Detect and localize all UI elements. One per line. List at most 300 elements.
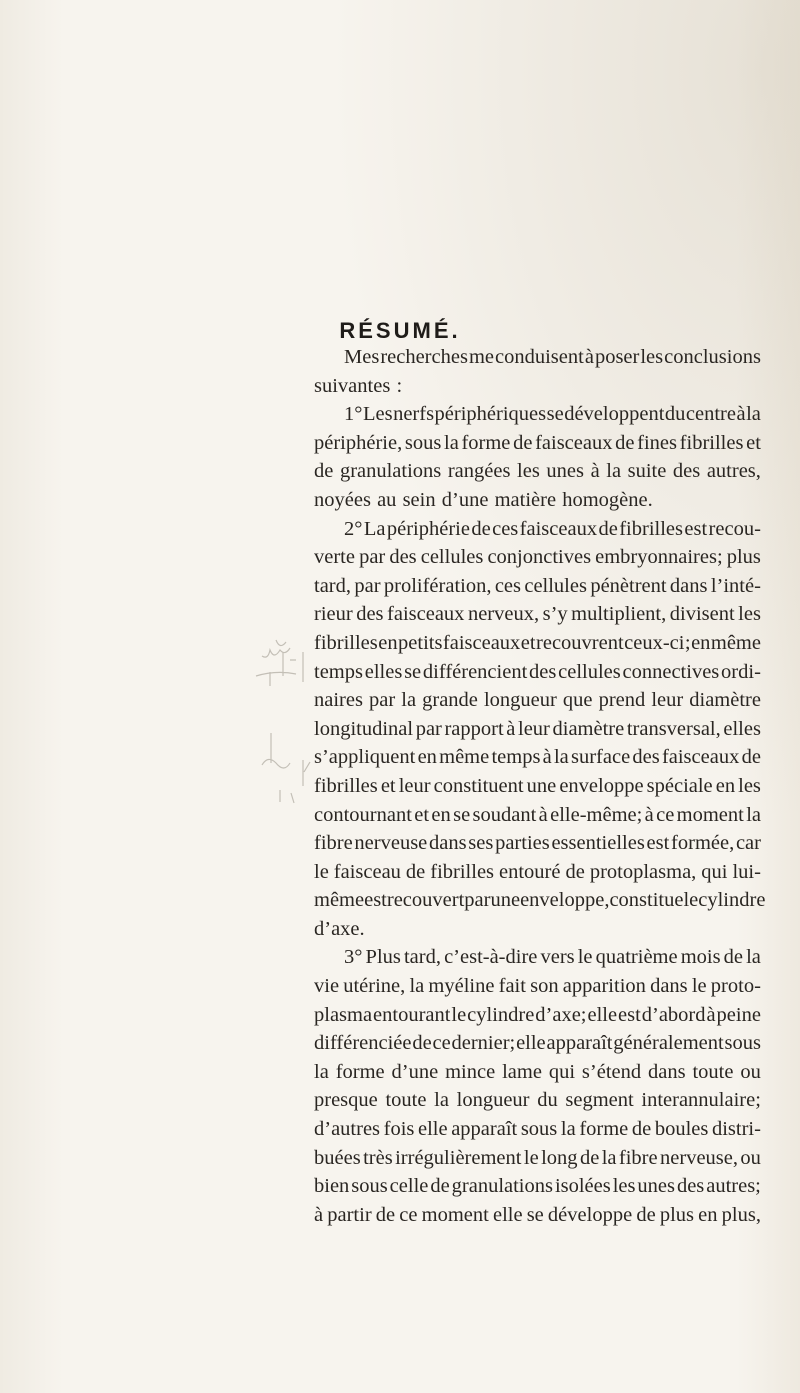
word: le bbox=[577, 946, 593, 969]
word: dans bbox=[648, 1060, 686, 1083]
word: car bbox=[735, 832, 761, 855]
text-line bbox=[314, 372, 761, 401]
word: se bbox=[404, 660, 422, 683]
word: spéciale bbox=[646, 774, 713, 797]
word: faisceaux bbox=[519, 517, 598, 540]
word: plus bbox=[659, 1203, 694, 1226]
word: plus bbox=[726, 546, 761, 569]
word: toute bbox=[692, 1060, 734, 1083]
word: moment bbox=[676, 803, 744, 826]
text-line bbox=[314, 1172, 761, 1201]
word: d’une bbox=[391, 1060, 439, 1083]
word: longitudinal bbox=[314, 717, 414, 740]
word: rangées bbox=[447, 460, 511, 483]
word: 2° bbox=[344, 517, 363, 540]
word: conjonctives bbox=[487, 546, 592, 569]
word: est bbox=[646, 832, 670, 855]
text-line bbox=[314, 829, 761, 858]
word: moment bbox=[421, 1203, 489, 1226]
word: 3° bbox=[344, 946, 363, 969]
word: la bbox=[560, 1118, 576, 1141]
word: elle bbox=[516, 1032, 546, 1055]
word: prend bbox=[598, 689, 646, 712]
word: les bbox=[640, 346, 664, 368]
word: s’étend bbox=[581, 1060, 642, 1083]
word: prolifération, bbox=[383, 574, 492, 597]
text-line bbox=[314, 572, 761, 601]
word: et bbox=[520, 631, 536, 654]
word: de bbox=[598, 517, 618, 540]
word: et bbox=[746, 431, 761, 454]
word: des bbox=[356, 603, 384, 626]
word: des bbox=[529, 660, 557, 683]
text-line bbox=[314, 943, 761, 972]
word: de bbox=[723, 946, 744, 969]
body-text bbox=[314, 343, 766, 1229]
text-line bbox=[314, 486, 761, 515]
word: divisent bbox=[669, 603, 735, 626]
word: ou bbox=[740, 1060, 761, 1083]
text-line bbox=[314, 1201, 761, 1230]
word: elle bbox=[587, 1003, 618, 1026]
word: même bbox=[710, 631, 761, 654]
word: naires bbox=[314, 689, 363, 712]
text-line bbox=[314, 1115, 761, 1144]
word: de bbox=[579, 1146, 600, 1169]
word: à bbox=[506, 717, 516, 740]
word: parties bbox=[495, 832, 550, 855]
word: en bbox=[698, 1203, 718, 1226]
word: faisceaux bbox=[442, 631, 521, 654]
word: très bbox=[363, 1146, 393, 1169]
word: fibre bbox=[618, 1146, 658, 1169]
word: même bbox=[439, 746, 490, 769]
word: mois bbox=[680, 946, 721, 969]
word: qui bbox=[701, 860, 728, 883]
word: généralement bbox=[613, 1032, 724, 1055]
word: homogène. bbox=[562, 488, 653, 511]
word: ceux-ci bbox=[624, 631, 685, 654]
word: se bbox=[546, 403, 564, 426]
text-line bbox=[314, 400, 761, 429]
text-line bbox=[314, 1086, 761, 1115]
word: le bbox=[683, 889, 699, 912]
word: dans bbox=[429, 832, 467, 855]
word: enveloppe, bbox=[520, 889, 610, 912]
word: ordi- bbox=[721, 660, 761, 683]
text-line bbox=[314, 1144, 761, 1173]
word: recouvert bbox=[386, 889, 465, 912]
text-line bbox=[314, 629, 761, 658]
word: nerveux, bbox=[467, 603, 540, 626]
word: même bbox=[314, 889, 365, 912]
text-line bbox=[314, 715, 761, 744]
word: forme bbox=[579, 1118, 629, 1141]
word: sous bbox=[520, 1118, 558, 1141]
word: qui bbox=[548, 1060, 576, 1083]
word: ce bbox=[399, 1203, 418, 1226]
word: d’autres bbox=[314, 1118, 381, 1141]
word: nerveuse bbox=[354, 832, 428, 855]
text-line bbox=[314, 972, 761, 1001]
word: de bbox=[615, 431, 635, 454]
word: myéline bbox=[428, 975, 495, 998]
word: plus, bbox=[721, 1203, 761, 1226]
word: c’est-à-dire bbox=[444, 946, 538, 969]
word: de bbox=[741, 746, 761, 769]
word: elle bbox=[418, 1118, 448, 1141]
word: segment bbox=[565, 1089, 634, 1112]
word: d’une bbox=[441, 488, 489, 511]
word: faisceaux bbox=[535, 431, 613, 454]
word: granulations bbox=[339, 460, 442, 483]
page-title: RÉSUMÉ. bbox=[339, 318, 461, 343]
word: les bbox=[738, 603, 761, 626]
word: les bbox=[612, 1175, 636, 1198]
word: cellules bbox=[524, 574, 587, 597]
word: vie bbox=[314, 975, 340, 998]
word: interannulaire; bbox=[641, 1089, 761, 1112]
text-line bbox=[314, 457, 761, 486]
word: développent bbox=[564, 403, 665, 426]
word: les bbox=[738, 774, 761, 797]
word: recherches bbox=[380, 346, 468, 368]
text-line bbox=[314, 429, 761, 458]
word: utérine, bbox=[343, 975, 406, 998]
word: isolées bbox=[554, 1175, 611, 1198]
word: sous bbox=[351, 1175, 388, 1198]
word: centre bbox=[685, 403, 736, 426]
word: à bbox=[542, 746, 552, 769]
word: verte bbox=[314, 546, 355, 569]
word: d’axe. bbox=[314, 917, 365, 940]
word: de bbox=[430, 1175, 450, 1198]
word: ces bbox=[492, 517, 519, 540]
word: se bbox=[453, 803, 471, 826]
text-line bbox=[314, 600, 761, 629]
word: et bbox=[380, 774, 396, 797]
word: sein bbox=[402, 488, 436, 511]
word: distri- bbox=[711, 1118, 761, 1141]
word: poser bbox=[594, 346, 640, 368]
word: cylindre bbox=[698, 889, 766, 912]
word: s’y bbox=[542, 603, 568, 626]
word: la bbox=[553, 746, 569, 769]
word: des bbox=[389, 546, 417, 569]
word: dans bbox=[669, 574, 708, 597]
word: plasma bbox=[314, 1003, 373, 1026]
word: Plus bbox=[365, 946, 401, 969]
word: contournant bbox=[314, 803, 412, 826]
word: à bbox=[584, 346, 594, 368]
word: la bbox=[746, 803, 761, 826]
word: recouvrent bbox=[536, 631, 624, 654]
word: apparaît bbox=[546, 1032, 613, 1055]
word: sous bbox=[404, 431, 442, 454]
word: périphérie, bbox=[314, 431, 403, 454]
word: en bbox=[378, 631, 398, 654]
word: ou bbox=[740, 1146, 761, 1169]
text-line bbox=[314, 686, 761, 715]
word: différenciée bbox=[314, 1032, 412, 1055]
word: buées bbox=[314, 1146, 361, 1169]
word: nerfs bbox=[393, 403, 435, 426]
word: fibrilles bbox=[619, 517, 683, 540]
word: elle bbox=[492, 1203, 523, 1226]
word: ces bbox=[494, 574, 521, 597]
word: ce bbox=[656, 803, 675, 826]
word: cellules bbox=[420, 546, 484, 569]
word: lui- bbox=[732, 860, 761, 883]
word: embryonnaires; bbox=[595, 546, 723, 569]
word: longueur bbox=[483, 689, 557, 712]
word: du bbox=[664, 403, 686, 426]
word: par bbox=[354, 574, 381, 597]
word: multiplient, bbox=[571, 603, 667, 626]
text-line bbox=[314, 515, 761, 544]
word: fibre bbox=[314, 832, 353, 855]
word: unes bbox=[637, 1175, 675, 1198]
word: entouré bbox=[499, 860, 561, 883]
word: transversal, bbox=[626, 717, 721, 740]
word: la bbox=[314, 1060, 329, 1083]
word: irrégulièrement bbox=[395, 1146, 522, 1169]
word: de bbox=[405, 860, 426, 883]
text-line bbox=[314, 743, 761, 772]
word: en bbox=[431, 803, 451, 826]
word: la bbox=[401, 689, 417, 712]
word: dernier; bbox=[451, 1032, 516, 1055]
word: me bbox=[468, 346, 494, 368]
word: celle bbox=[389, 1175, 429, 1198]
word: son bbox=[530, 975, 559, 998]
word: l’inté- bbox=[710, 574, 761, 597]
word: fibrilles bbox=[679, 431, 744, 454]
word: s’appliquent bbox=[314, 746, 416, 769]
word: petits bbox=[398, 631, 443, 654]
word: fibrilles bbox=[314, 631, 378, 654]
word: faisceaux bbox=[661, 746, 740, 769]
word: est bbox=[364, 889, 387, 912]
word: de bbox=[631, 1118, 652, 1141]
text-line bbox=[314, 1001, 761, 1030]
word: lame bbox=[502, 1060, 542, 1083]
word: soudant bbox=[472, 803, 537, 826]
word: de bbox=[565, 860, 585, 883]
word: cylindre bbox=[467, 1003, 535, 1026]
word: presque bbox=[314, 1089, 378, 1112]
word: vers bbox=[540, 946, 575, 969]
word: mince bbox=[445, 1060, 496, 1083]
word: la bbox=[409, 975, 425, 998]
word: la bbox=[746, 946, 761, 969]
word: apparaît bbox=[451, 1118, 518, 1141]
word: enveloppe bbox=[559, 774, 644, 797]
word: proto- bbox=[710, 975, 761, 998]
word: peine bbox=[716, 1003, 761, 1026]
word: temps bbox=[314, 660, 363, 683]
word: fibrilles bbox=[314, 774, 378, 797]
word: constitue bbox=[609, 889, 684, 912]
word: au bbox=[377, 488, 397, 511]
word: autres, bbox=[706, 460, 761, 483]
word: par bbox=[415, 717, 442, 740]
word: d’axe; bbox=[535, 1003, 587, 1026]
word: en bbox=[715, 774, 736, 797]
word: suivantes bbox=[314, 374, 391, 397]
word: tard, bbox=[314, 574, 351, 597]
word: le bbox=[314, 860, 329, 883]
word: par bbox=[369, 689, 396, 712]
word: boules bbox=[654, 1118, 709, 1141]
text-line bbox=[314, 915, 761, 944]
word: la bbox=[601, 1146, 617, 1169]
word: rapport bbox=[444, 717, 504, 740]
word: la bbox=[606, 460, 622, 483]
word: grande bbox=[422, 689, 478, 712]
word: faisceaux bbox=[387, 603, 465, 626]
word: que bbox=[562, 689, 593, 712]
word: Mes bbox=[344, 346, 380, 368]
word: leur bbox=[651, 689, 684, 712]
word: de bbox=[375, 1203, 396, 1226]
word: en bbox=[417, 746, 437, 769]
word: une bbox=[526, 774, 557, 797]
word: ses bbox=[468, 832, 494, 855]
word: leur bbox=[518, 717, 550, 740]
word: protoplasma, bbox=[589, 860, 697, 883]
word: faisceau bbox=[333, 860, 401, 883]
word: la bbox=[746, 403, 761, 426]
word: d’abord bbox=[641, 1003, 706, 1026]
word: fait bbox=[498, 975, 526, 998]
word: recou- bbox=[708, 517, 761, 540]
word: elles bbox=[364, 660, 403, 683]
text-line bbox=[314, 1058, 761, 1087]
word: du bbox=[537, 1089, 558, 1112]
word: long bbox=[541, 1146, 578, 1169]
word: par bbox=[359, 546, 386, 569]
word: temps bbox=[491, 746, 541, 769]
word: les bbox=[517, 460, 540, 483]
word: périphériques bbox=[434, 403, 547, 426]
word: unes bbox=[546, 460, 584, 483]
word: cellules bbox=[558, 660, 621, 683]
word: une bbox=[490, 889, 521, 912]
word: granulations bbox=[451, 1175, 553, 1198]
word: la bbox=[444, 431, 459, 454]
word: différencient bbox=[422, 660, 528, 683]
word: elles bbox=[723, 717, 761, 740]
word: connectives bbox=[622, 660, 720, 683]
word: le bbox=[523, 1146, 539, 1169]
word: ce bbox=[432, 1032, 451, 1055]
word: à bbox=[736, 403, 746, 426]
word: toute bbox=[385, 1089, 427, 1112]
word: constituent bbox=[433, 774, 524, 797]
word: elle-même; bbox=[550, 803, 643, 826]
word: à bbox=[314, 1203, 324, 1226]
word: en bbox=[691, 631, 711, 654]
word: nerveuse, bbox=[660, 1146, 738, 1169]
word: La bbox=[363, 517, 386, 540]
text-line bbox=[314, 886, 766, 915]
word: suite bbox=[627, 460, 667, 483]
word: leur bbox=[398, 774, 431, 797]
word: longueur bbox=[456, 1089, 530, 1112]
word: ; bbox=[684, 631, 691, 654]
text-line bbox=[314, 772, 761, 801]
word: à bbox=[538, 803, 548, 826]
word: diamètre bbox=[552, 717, 625, 740]
word: diamètre bbox=[689, 689, 761, 712]
word: à bbox=[590, 460, 600, 483]
word: par bbox=[464, 889, 491, 912]
word: Les bbox=[362, 403, 393, 426]
word: fibrilles bbox=[430, 860, 495, 883]
text-line bbox=[314, 801, 761, 830]
word: formée, bbox=[671, 832, 735, 855]
word: se bbox=[526, 1203, 544, 1226]
word: sous bbox=[724, 1032, 761, 1055]
word: des bbox=[676, 1175, 705, 1198]
word: entourant bbox=[373, 1003, 451, 1026]
word: fois bbox=[383, 1118, 415, 1141]
word: essentielles bbox=[551, 832, 645, 855]
word: la bbox=[434, 1089, 449, 1112]
word: 1° bbox=[344, 403, 363, 426]
word: tard, bbox=[403, 946, 441, 969]
word: conduisent bbox=[495, 346, 584, 368]
word: autres; bbox=[706, 1175, 761, 1198]
word: le bbox=[451, 1003, 467, 1026]
word: pénètrent bbox=[590, 574, 667, 597]
text-line bbox=[314, 1029, 761, 1058]
word: à bbox=[644, 803, 654, 826]
word: des bbox=[632, 746, 660, 769]
text-line bbox=[314, 343, 761, 372]
word: forme bbox=[335, 1060, 385, 1083]
word: des bbox=[672, 460, 701, 483]
word: forme bbox=[461, 431, 511, 454]
word: matière bbox=[494, 488, 557, 511]
text-line bbox=[314, 543, 761, 572]
word: est bbox=[618, 1003, 641, 1026]
word: partir bbox=[327, 1203, 372, 1226]
text-line bbox=[314, 858, 761, 887]
word: apparition bbox=[562, 975, 646, 998]
word: de bbox=[412, 1032, 432, 1055]
text-line bbox=[314, 658, 761, 687]
word: de bbox=[314, 460, 334, 483]
word: développe bbox=[547, 1203, 633, 1226]
word: rieur bbox=[314, 603, 353, 626]
word: de bbox=[513, 431, 533, 454]
word: noyées bbox=[314, 488, 371, 511]
word: de bbox=[636, 1203, 656, 1226]
word: : bbox=[396, 374, 403, 397]
word: périphérie bbox=[386, 517, 470, 540]
word: conclusions bbox=[664, 346, 761, 368]
word: dans bbox=[650, 975, 688, 998]
word: de bbox=[471, 517, 491, 540]
word: bien bbox=[314, 1175, 350, 1198]
word: le bbox=[691, 975, 707, 998]
word: quatrième bbox=[595, 946, 678, 969]
word: fines bbox=[637, 431, 678, 454]
word: surface bbox=[570, 746, 631, 769]
word: à bbox=[706, 1003, 716, 1026]
